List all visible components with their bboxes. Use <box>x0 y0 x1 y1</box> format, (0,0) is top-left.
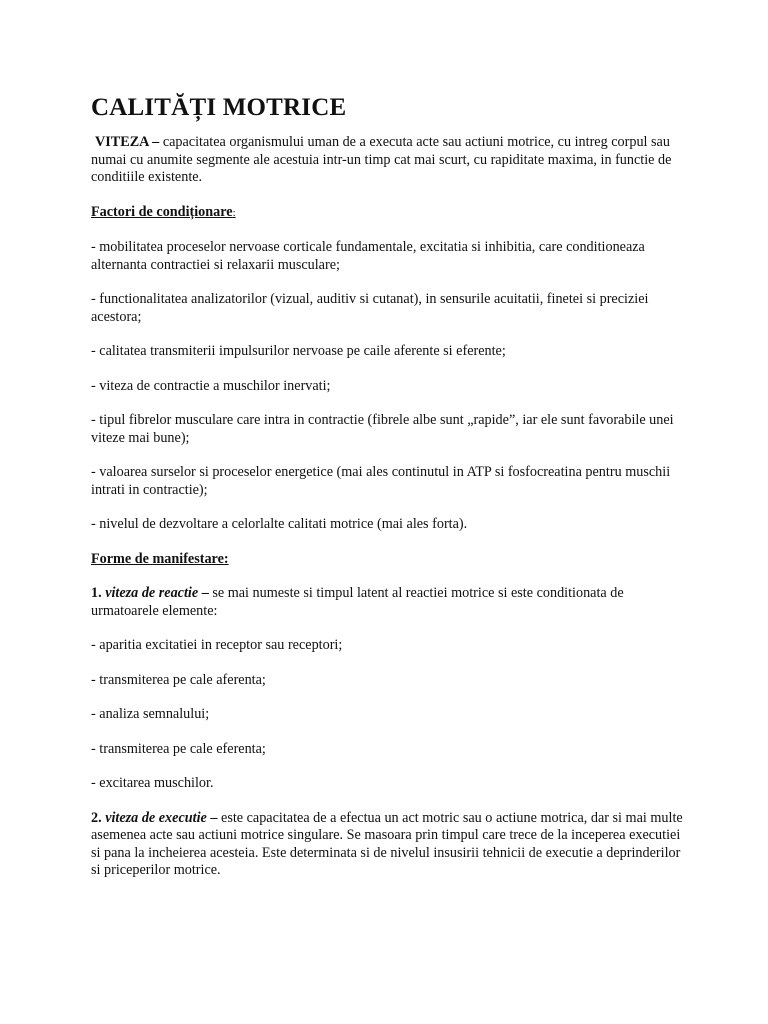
factor-item: - calitatea transmiterii impulsurilor nervoase pe caile aferente si eferente; <box>91 343 506 359</box>
execution-term: viteza de executie <box>105 809 207 826</box>
execution-speed-paragraph <box>91 810 691 880</box>
document-page <box>91 92 691 880</box>
reaction-item: - transmiterea pe cale eferenta; <box>91 740 266 757</box>
reaction-item: - analiza semnalului; <box>91 706 210 722</box>
execution-dash: – <box>206 809 218 826</box>
reaction-dash: – <box>198 585 209 601</box>
factor-item: - viteza de contractie a muschilor inervati; <box>91 377 331 394</box>
factors-heading <box>91 204 691 223</box>
intro-lead-term: VITEZA <box>95 134 149 150</box>
intro-paragraph <box>91 134 691 187</box>
forms-heading: Forme de manifestare: <box>91 550 229 567</box>
factor-item: - valoarea surselor si proceselor energetice (mai ales continutul in ATP si fosfocreatina pentru muschii intrati in contractie); <box>91 464 671 498</box>
reaction-text: se mai numeste si timpul latent al reactiei motrice si este conditionata de urmatoarele elemente: <box>91 585 624 619</box>
factor-item: - nivelul de dezvoltare a celorlalte calitati motrice (mai ales forta). <box>91 516 468 532</box>
page-title: CALITĂȚI MOTRICE <box>91 94 347 121</box>
reaction-item: - transmiterea pe cale aferenta; <box>91 671 266 688</box>
execution-text: este capacitatea de a efectua un act motric sau o actiune motrica, dar si mai multe asemenea acte sau actiuni motrice singulare. Se masoara prin timpul care trece de la inceperea executiei si pana la incheierea acesteia. Este determinata si de nivelul insusirii tehnicii de executie a deprinderilor si priceperilor motrice. <box>91 809 683 878</box>
reaction-speed-paragraph <box>91 585 691 620</box>
reaction-term: viteza de reactie <box>105 585 199 601</box>
factors-heading-text: Factori de condiționare <box>91 203 233 220</box>
factors-heading-colon: : <box>232 206 236 219</box>
reaction-number: 1. <box>91 585 102 601</box>
factor-item: - tipul fibrelor musculare care intra in contractie (fibrele albe sunt „rapide”, iar ele sunt favorabile unei viteze mai bune); <box>91 412 674 446</box>
factor-item: - functionalitatea analizatorilor (vizual, auditiv si cutanat), in sensurile acuitatii, finetei si preciziei acestora; <box>91 291 649 325</box>
intro-text: capacitatea organismului uman de a executa acte sau actiuni motrice, cu intreg corpul sau numai cu anumite segmente ale acestuia intr-un timp cat mai scurt, cu rapiditate maxima, in functie de conditiile existente. <box>91 134 672 185</box>
execution-number: 2. <box>91 809 102 826</box>
reaction-item: - excitarea muschilor. <box>91 775 214 791</box>
intro-dash: – <box>148 134 163 150</box>
factor-item: - mobilitatea proceselor nervoase corticale fundamentale, excitatia si inhibitia, care conditioneaza alternanta contractiei si relaxarii musculare; <box>91 239 645 273</box>
reaction-item: - aparitia excitatiei in receptor sau receptori; <box>91 637 343 653</box>
